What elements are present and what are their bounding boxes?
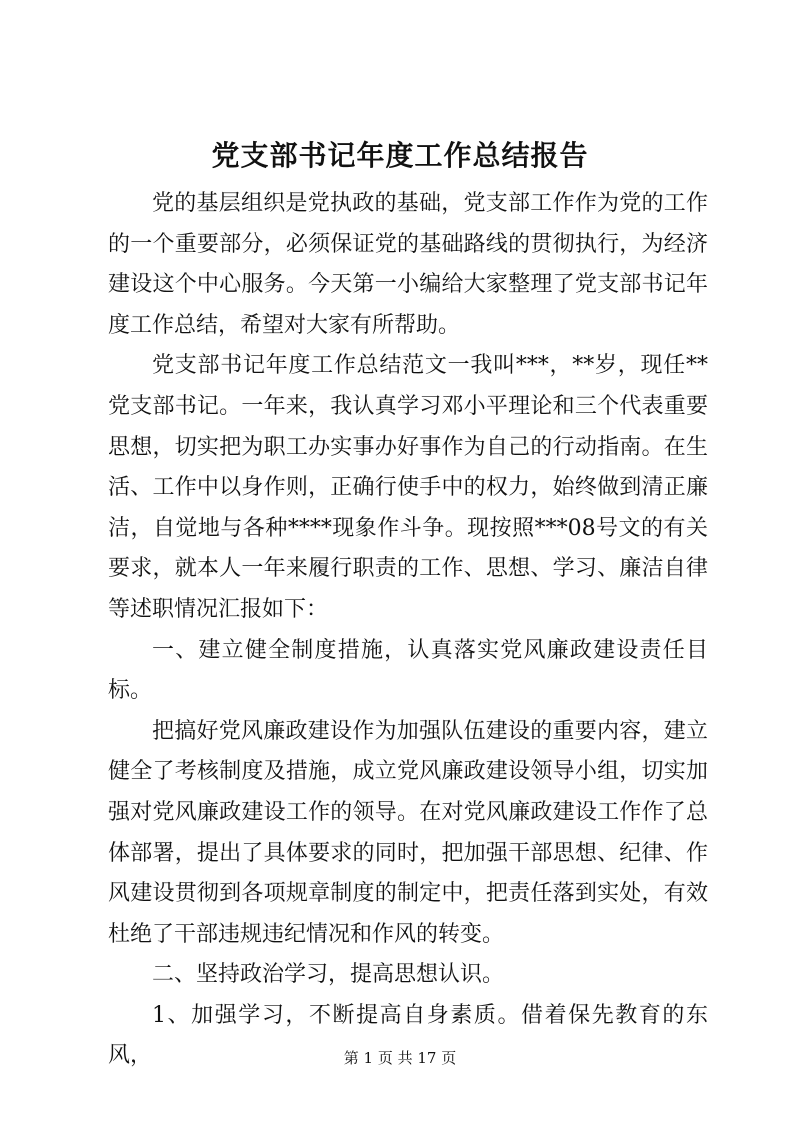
page-number-footer: 第 1 页 共 17 页 (343, 1049, 457, 1067)
section-heading-one: 一、建立健全制度措施，认真落实党风廉政建设责任目标。 (108, 637, 708, 704)
document-body (108, 184, 708, 1077)
section-heading-two: 二、坚持政治学习，提高思想认识。 (152, 962, 505, 988)
paragraph-section-one: 把搞好党风廉政建设作为加强队伍建设的重要内容，建立健全了考核制度及措施，成立党风廉政建设领导小组，切实加强对党风廉政建设工作的领导。在对党风廉政建设工作作了总体部署，提出了具体要求的同时，把加强干部思想、纪律、作风建设贯彻到各项规章制度的制定中，把责任落到实处，有效杜绝了干部违规违纪情况和作风的转变。 (108, 718, 708, 947)
paragraph-self-introduction: 党支部书记年度工作总结范文一我叫***，**岁，现任**党支部书记。一年来，我认真学习邓小平理论和三个代表重要思想，切实把为职工办实事办好事作为自己的行动指南。在生活、工作中以身作则，正确行使手中的权力，始终做到清正廉洁，自觉地与各种****现象作斗争。现按照***08号文的有关要求，就本人一年来履行职责的工作、思想、学习、廉洁自律等述职情况汇报如下： (108, 353, 708, 622)
document-title: 党支部书记年度工作总结报告 (211, 139, 589, 172)
paragraph-intro: 党的基层组织是党执政的基础，党支部工作作为党的工作的一个重要部分，必须保证党的基础路线的贯彻执行，为经济建设这个中心服务。今天第一小编给大家整理了党支部书记年度工作总结，希望对大家有所帮助。 (108, 191, 708, 338)
paragraph-section-two-item-one: 1、加强学习，不断提高自身素质。借着保先教育的东风， (108, 1002, 708, 1069)
